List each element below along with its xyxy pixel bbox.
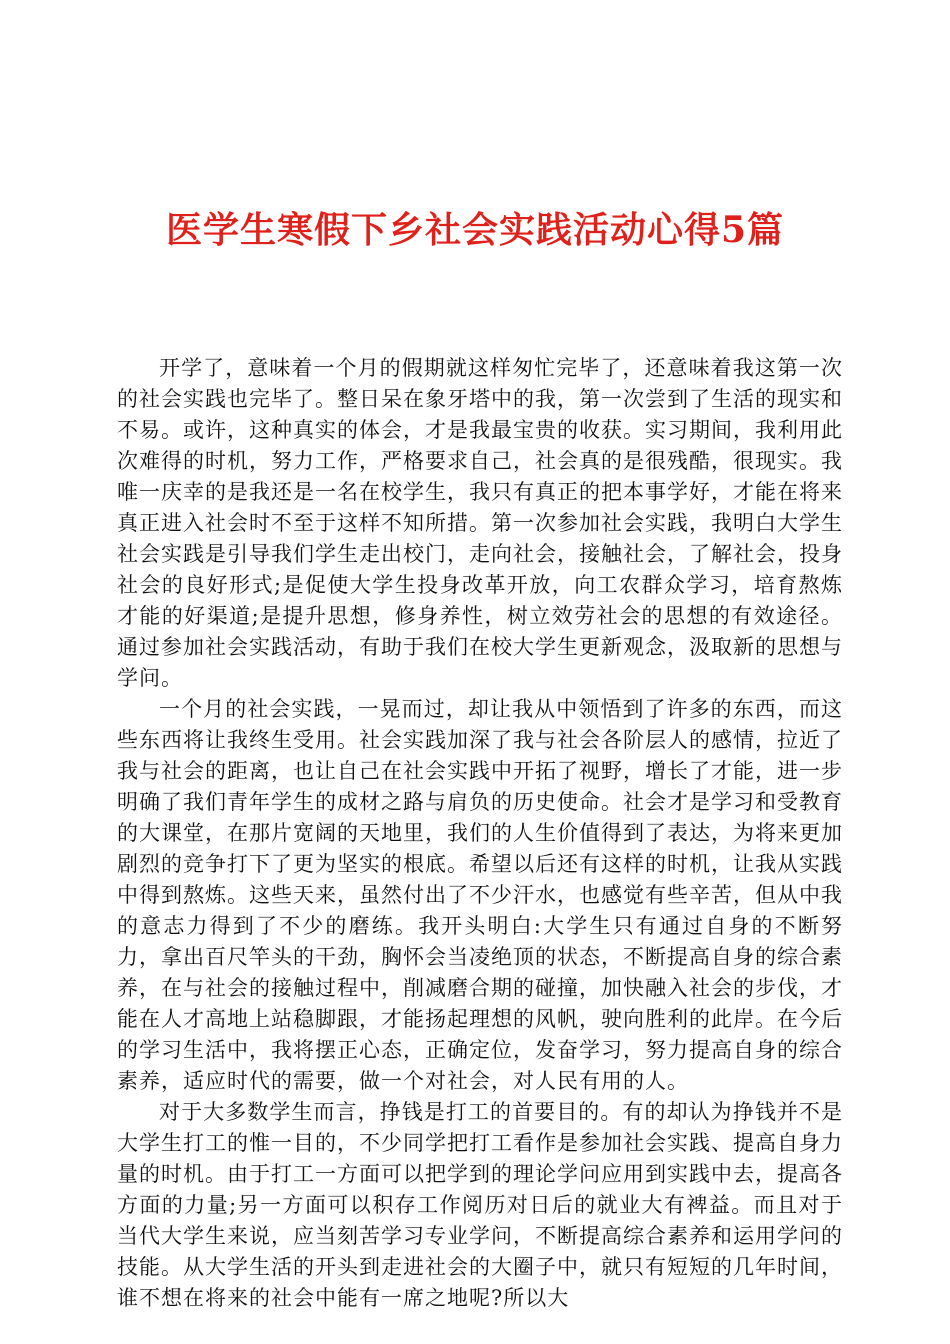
paragraph-2: 一个月的社会实践，一晃而过，却让我从中领悟到了许多的东西，而这些东西将让我终生受用。社会实践加深了我与社会各阶层人的感情，拉近了我与社会的距离，也让自己在社会实践中开拓了视野，增长了才能，进一步明确了我们青年学生的成材之路与肩负的历史使命。社会才是学习和受教育的大课堂，在那片宽阔的天地里，我们的人生价值得到了表达，为将来更加剧烈的竞争打下了更为坚实的根底。希望以后还有这样的时机，让我从实践中得到熬炼。这些天来，虽然付出了不少汗水，也感觉有些辛苦，但从中我的意志力得到了不少的磨练。我开头明白:大学生只有通过自身的不断努力，拿出百尺竿头的干劲，胸怀会当凌绝顶的状态，不断提高自身的综合素养，在与社会的接触过程中，削减磨合期的碰撞，加快融入社会的步伐，才能在人才高地上站稳脚跟，才能扬起理想的风帆，驶向胜利的此岸。在今后的学习生活中，我将摆正心态，正确定位，发奋学习，努力提高自身的综合素养，适应时代的需要，做一个对社会，对人民有用的人。 (117, 697, 843, 1093)
document-title: 医学生寒假下乡社会实践活动心得5篇 (165, 209, 785, 251)
document-body (117, 353, 843, 1314)
paragraph-1: 开学了，意味着一个月的假期就这样匆忙完毕了，还意味着我这第一次的社会实践也完毕了。整日呆在象牙塔中的我，第一次尝到了生活的现实和不易。或许，这种真实的体会，才是我最宝贵的收获。实习期间，我利用此次难得的时机，努力工作，严格要求自己，社会真的是很残酷，很现实。我唯一庆幸的是我还是一名在校学生，我只有真正的把本事学好，才能在将来真正进入社会时不至于这样不知所措。第一次参加社会实践，我明白大学生社会实践是引导我们学生走出校门，走向社会，接触社会，了解社会，投身社会的良好形式;是促使大学生投身改革开放，向工农群众学习，培育熬炼才能的好渠道;是提升思想，修身养性，树立效劳社会的思想的有效途径。通过参加社会实践活动，有助于我们在校大学生更新观念，汲取新的思想与学问。 (117, 356, 843, 690)
paragraph-3: 对于大多数学生而言，挣钱是打工的首要目的。有的却认为挣钱并不是大学生打工的惟一目的，不少同学把打工看作是参加社会实践、提高自身力量的时机。由于打工一方面可以把学到的理论学问应用到实践中去，提高各方面的力量;另一方面可以积存工作阅历对日后的就业大有裨益。而且对于当代大学生来说，应当刻苦学习专业学问，不断提高综合素养和运用学问的技能。从大学生活的开头到走进社会的大圈子中，就只有短短的几年时间，谁不想在将来的社会中能有一席之地呢?所以大 (117, 1100, 843, 1310)
